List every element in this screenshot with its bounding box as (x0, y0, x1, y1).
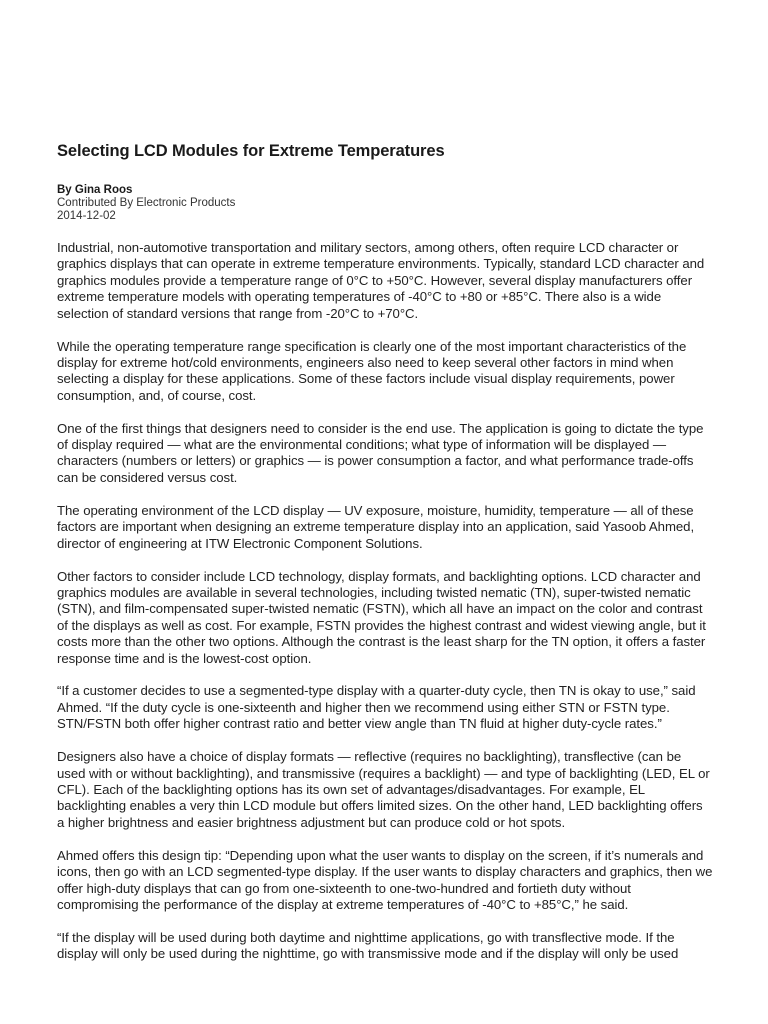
article-paragraph: The operating environment of the LCD display — UV exposure, moisture, humidity, temperature — all of these factors are important when designing an extreme temperature display into an application, said Yasoob Ahmed, director of engineering at ITW Electronic Component Solutions. (57, 502, 695, 551)
article-paragraph: Other factors to consider include LCD technology, display formats, and backlighting options. LCD character and graphics modules are available in several technologies, including twisted nematic (TN), super-twisted nematic (STN), and film-compensated super-twisted nematic (FSTN), which all have an impact on the color and contrast of the displays as well as cost. For example, FSTN provides the highest contrast and widest viewing angle, but it costs more than the other two options. Although the contrast is the least sharp for the TN option, it offers a faster response time and is the lowest-cost option. (57, 568, 706, 666)
article-paragraph: One of the first things that designers need to consider is the end use. The application is going to dictate the type of display required — what are the environmental conditions; what type of information will be displayed — characters (numbers or letters) or graphics — is power consumption a factor, and what performance trade-offs can be considered versus cost. (57, 420, 704, 485)
article-paragraph: While the operating temperature range specification is clearly one of the most important characteristics of the display for extreme hot/cold environments, engineers also need to keep several other factors in mind when selecting a display for these applications. Some of these factors include visual display requirements, power consumption, and, of course, cost. (57, 338, 687, 403)
article-paragraph: Designers also have a choice of display formats — reflective (requires no backlighting), transflective (can be used with or without backlighting), and transmissive (requires a backlight) — and type of backlighting (LED, EL or CFL). Each of the backlighting options has its own set of advantages/disadvantages. For example, EL backlighting enables a very thin LCD module but offers limited sizes. On the other hand, LED backlighting offers a higher brightness and easier brightness adjustment but can produce cold or hot spots. (57, 749, 710, 830)
article-body (57, 240, 713, 963)
article-paragraph: Ahmed offers this design tip: “Depending upon what the user wants to display on the screen, if it’s numerals and icons, then go with an LCD segmented-type display. If the user wants to display characters and graphics, then we offer high-duty displays that can go from one-sixteenth to one-two-hundred and fortieth duty without compromising the performance of the display at extreme temperatures of -40°C to +85°C,” he said. (57, 847, 713, 912)
article-contributor: Contributed By Electronic Products (57, 197, 236, 209)
article-date: 2014-12-02 (57, 210, 116, 222)
article (57, 141, 713, 979)
article-author: By Gina Roos (57, 184, 133, 196)
article-paragraph: “If a customer decides to use a segmented-type display with a quarter-duty cycle, then TN is okay to use,” said Ahmed. “If the duty cycle is one-sixteenth and higher then we recommend using either STN or FSTN type. STN/FSTN both offer higher contrast ratio and better view angle than TN fluid at higher duty-cycle rates.” (57, 683, 696, 732)
article-title: Selecting LCD Modules for Extreme Temperatures (57, 142, 445, 160)
article-paragraph: “If the display will be used during both daytime and nighttime applications, go with transflective mode. If the display will only be used during the nighttime, go with transmissive mode and if the display will only be used (57, 929, 679, 962)
article-paragraph: Industrial, non-automotive transportation and military sectors, among others, often require LCD character or graphics displays that can operate in extreme temperature environments. Typically, standard LCD character and graphics modules provide a temperature range of 0°C to +50°C. However, several display manufacturers offer extreme temperature models with operating temperatures of -40°C to +80 or +85°C. There also is a wide selection of standard versions that range from -20°C to +70°C. (57, 240, 705, 321)
article-meta (57, 184, 713, 223)
